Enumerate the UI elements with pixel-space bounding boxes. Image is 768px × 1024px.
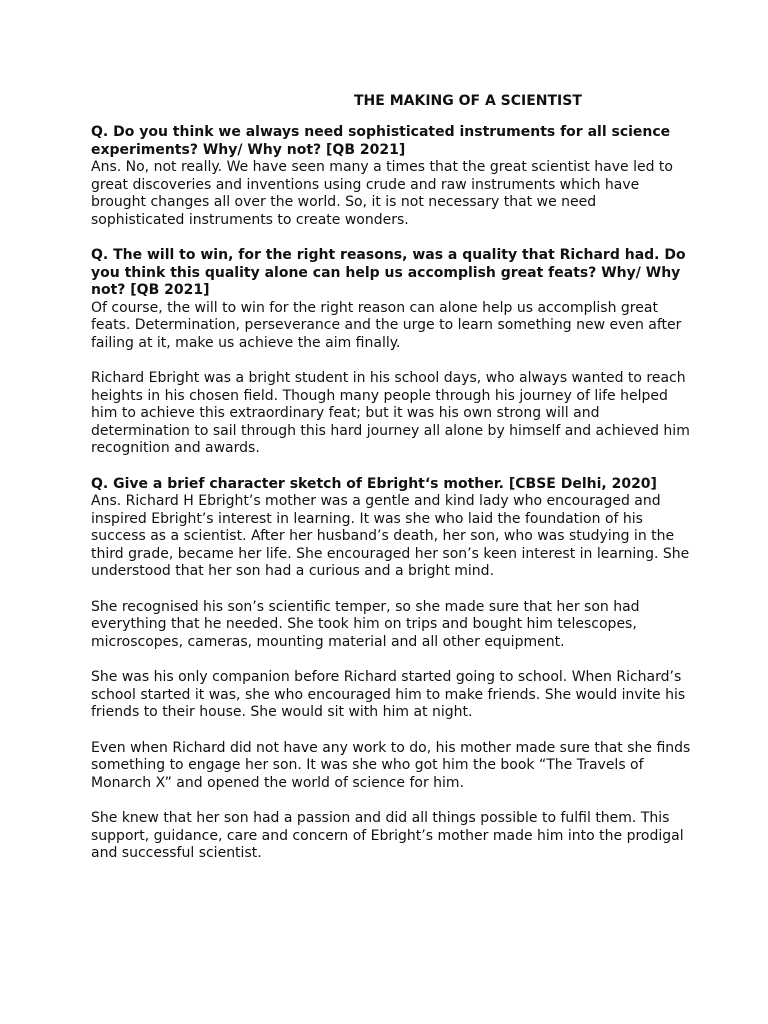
qa-section-2	[91, 247, 691, 352]
question-heading: Q. The will to win, for the right reasons, was a quality that Richard had. Do you think this quality alone can help us accomplish great feats? Why/ Why not? [QB 2021]	[91, 247, 686, 298]
answer-paragraph: Ans. Richard H Ebright’s mother was a gentle and kind lady who encouraged and inspired Ebright’s interest in learning. It was she who laid the foundation of his success as a scientist. After her husband’s death, her son, who was studying in the third grade, became her life. She encouraged her son’s keen interest in learning. She understood that her son had a curious and a bright mind.	[91, 493, 690, 579]
answer-paragraph: She recognised his son’s scientific temper, so she made sure that her son had everything that he needed. She took him on trips and bought him telescopes, microscopes, cameras, mounting material and all other equipment.	[91, 598, 640, 650]
question-heading: Q. Give a brief character sketch of Ebright‘s mother. [CBSE Delhi, 2020]	[91, 475, 657, 492]
question-heading: Q. Do you think we always need sophisticated instruments for all science experiments? Why/ Why not? [QB 2021]	[91, 124, 671, 158]
qa-section-3	[91, 476, 691, 581]
answer-paragraph: Ans. No, not really. We have seen many a times that the great scientist have led to great discoveries and inventions using crude and raw instruments which have brought changes all over the world. So, it is not necessary that we need sophisticated instruments to create wonders.	[91, 159, 673, 228]
answer-paragraph: Richard Ebright was a bright student in his school days, who always wanted to reach heights in his chosen field. Though many people through his journey of life helped him to achieve this extraordinary feat; but it was his own strong will and determination to sail through this hard journey all alone by himself and achieved him recognition and awards.	[91, 370, 690, 456]
qa-paragraph-block	[91, 669, 691, 722]
qa-section-1	[91, 124, 691, 229]
answer-paragraph: She knew that her son had a passion and did all things possible to fulfil them. This support, guidance, care and concern of Ebright’s mother made him into the prodigal and successful scientist.	[91, 810, 684, 861]
document-title: THE MAKING OF A SCIENTIST	[354, 93, 582, 109]
document-body	[91, 124, 691, 881]
qa-paragraph-block	[91, 810, 691, 863]
qa-paragraph-block	[91, 740, 691, 793]
answer-paragraph: Of course, the will to win for the right reason can alone help us accomplish great feats. Determination, perseverance and the urge to learn something new even after failing at it, make us achieve the aim finally.	[91, 299, 682, 351]
qa-paragraph-block	[91, 370, 691, 458]
answer-paragraph: She was his only companion before Richard started going to school. When Richard’s school started it was, she who encouraged him to make friends. She would invite his friends to their house. She would sit with him at night.	[91, 669, 686, 720]
qa-paragraph-block	[91, 599, 691, 652]
answer-paragraph: Even when Richard did not have any work to do, his mother made sure that she finds something to engage her son. It was she who got him the book “The Travels of Monarch X” and opened the world of science for him.	[91, 739, 691, 791]
